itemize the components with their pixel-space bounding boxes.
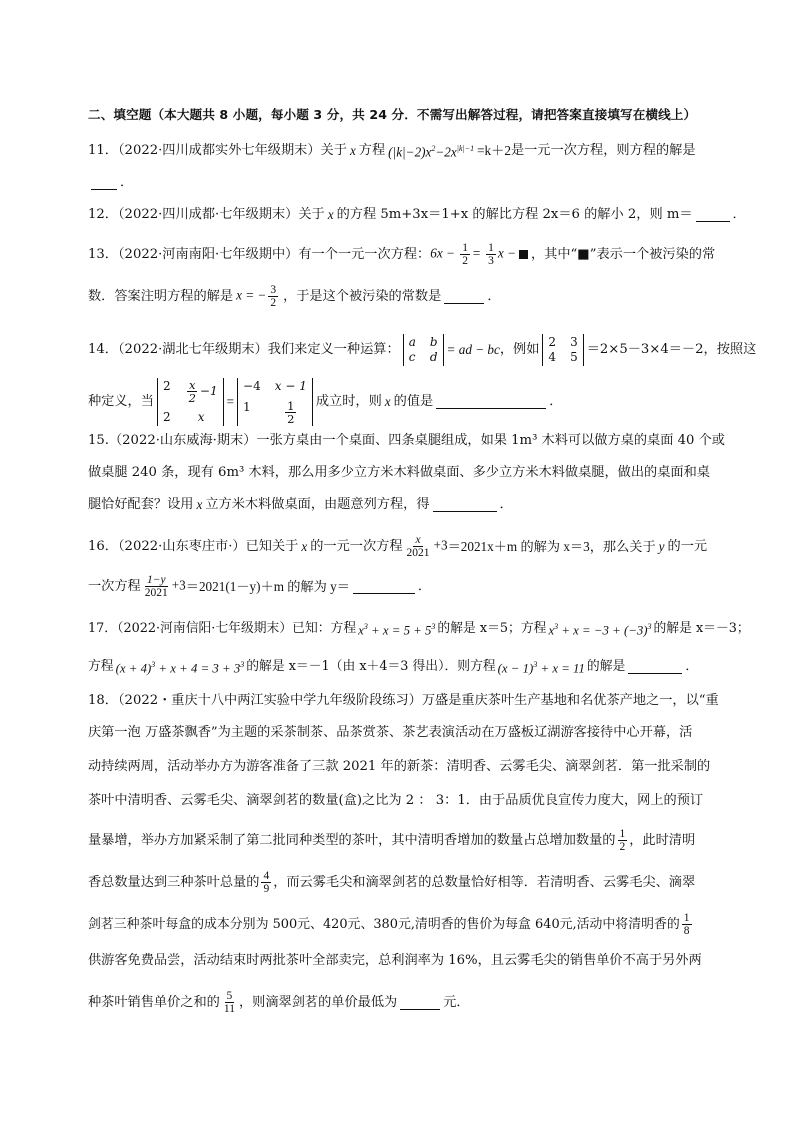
q17-line1c: 的解是 x＝－3； bbox=[653, 620, 750, 636]
question-16 bbox=[88, 534, 707, 559]
q18-l4: 茶叶中清明香、云雾毛尖、滴翠剑茗的数量(盒)之比为 2 ： 3：1．由于品质优良宣传力度大，网上的预订 bbox=[88, 793, 704, 808]
q17-line2 bbox=[88, 656, 698, 677]
q17-eq1: $x^3 + x = 5 + 5^3$ bbox=[358, 622, 436, 638]
q14-ex: ，例如 bbox=[499, 342, 540, 357]
q14-line2-text: 种定义，当 bbox=[88, 394, 154, 409]
var-x: x bbox=[196, 497, 203, 512]
q14-ex-val: ＝2×5－3×4＝－2，按照这 bbox=[586, 342, 757, 357]
q18-line8 bbox=[88, 952, 702, 970]
q12-stem: 的方程 5m+3x＝1+x 的解比方程 2x＝6 的解小 2，则 m＝ bbox=[336, 207, 693, 222]
q14-line2c: 的值是 bbox=[393, 394, 434, 409]
q18-line7 bbox=[88, 912, 694, 937]
q15-line2 bbox=[88, 464, 710, 482]
q16-equation-2: $\frac{1-y}{2021}$ +3 bbox=[144, 574, 186, 599]
q18-l5: 量暴增，举办方加紧采制了第二批同种类型的茶叶，其中清明香增加的数量占总增加数量的 bbox=[88, 832, 616, 848]
q16-line2b: ＝2021(1－y)＋m 的解为 y＝ bbox=[185, 578, 350, 594]
answer-blank-17[interactable] bbox=[628, 660, 682, 674]
q18-l9b: ，则滴翠剑茗的单价最低为 bbox=[238, 994, 398, 1010]
q16-mid2: ＝2021x＋m 的解为 x＝3，那么关于 bbox=[447, 538, 656, 554]
q16-mid: 的一元一次方程 bbox=[310, 538, 403, 554]
question-14 bbox=[88, 334, 756, 366]
fraction-1-8: $\frac{1}{8}$ bbox=[683, 912, 690, 937]
q16-line2 bbox=[88, 574, 431, 599]
q14-source: 14．（2022·湖北七年级期末）我们来定义一种运算： bbox=[88, 342, 400, 357]
answer-blank-18[interactable] bbox=[400, 996, 440, 1010]
q13-end: ． bbox=[487, 288, 501, 304]
q18-l3: 动持续两周，活动举办方为游客准备了三款 2021 年的新茶：清明香、云雾毛尖、滴翠剑茗．第一批采制的 bbox=[88, 759, 711, 774]
q18-l6b: ，而云雾毛尖和滴翠剑茗的总数量恰好相等．若清明香、云雾毛尖、滴翠 bbox=[273, 874, 696, 890]
q16-line2-text: 一次方程 bbox=[88, 578, 141, 594]
q17-line2b: 的解是 x＝－1（由 x＋4＝3 得出）．则方程 bbox=[246, 658, 496, 674]
answer-blank-14[interactable] bbox=[436, 395, 546, 409]
q13-solution: x = − $\frac{3}{2}$ bbox=[236, 284, 277, 309]
var-x: x bbox=[301, 538, 308, 554]
question-12 bbox=[88, 206, 746, 224]
q12-end: ． bbox=[732, 207, 746, 222]
answer-blank-16[interactable] bbox=[353, 580, 415, 594]
q11-equation: $(|k|-2)x^2-2x^{|k|-1}$ bbox=[388, 144, 475, 160]
q13-line2 bbox=[88, 284, 501, 309]
var-x: x bbox=[327, 207, 334, 222]
q14-line2b: 成立时，则 bbox=[315, 394, 382, 409]
q17-eq3: $(x + 4)^3 + x + 4 = 3 + 3^3$ bbox=[115, 660, 245, 676]
q16-source: 16．（2022·山东枣庄市·）已知关于 bbox=[88, 538, 299, 554]
q18-l6: 香总数量达到三种茶叶总量的 bbox=[88, 874, 260, 890]
section-title: 二、填空题（本大题共 8 小题，每小题 3 分，共 24 分．不需写出解答过程，请把答案直接填写在横线上） bbox=[88, 107, 697, 122]
q17-eq2: $x^3 + x = -3 + (-3)^3$ bbox=[548, 622, 652, 638]
q17-line2c: 的解是 bbox=[586, 658, 626, 674]
determinant-def: a b c d bbox=[403, 334, 444, 366]
q17-end: ． bbox=[685, 658, 699, 674]
q18-l9: 种茶叶销售单价之和的 bbox=[88, 994, 220, 1010]
q17-line1a: 17．（2022·河南信阳·七年级期末）已知：方程 bbox=[88, 620, 357, 636]
q17-line2a: 方程 bbox=[88, 658, 114, 674]
q11-rhs: =k＋2 bbox=[477, 142, 511, 158]
q13-line2b: ，于是这个被污染的常数是 bbox=[283, 288, 442, 304]
fraction-5-11: $\frac{5}{11}$ bbox=[223, 990, 235, 1015]
q11-source: 11．（2022·四川成都实外七年级期末）关于 bbox=[88, 142, 347, 158]
var-x: x bbox=[384, 394, 391, 409]
answer-blank-13[interactable] bbox=[444, 290, 484, 304]
determinant-right: −4 x − 1 1 $\frac{1}{2}$ bbox=[237, 378, 313, 426]
q18-l8: 供游客免费品尝，活动结束时两批茶叶全部卖完，总利润率为 16%，且云雾毛尖的销售单价不高于另外两 bbox=[88, 953, 702, 968]
q17-line1b: 的解是 x＝5；方程 bbox=[437, 620, 547, 636]
determinant-example: 2 3 4 5 bbox=[542, 334, 583, 366]
q11-tail: 是一元一次方程，则方程的解是 bbox=[510, 142, 696, 158]
q15-end: ． bbox=[499, 497, 513, 512]
answer-blank-11[interactable] bbox=[91, 176, 117, 190]
q13-equation: 6x − $\frac{1}{2}$ = $\frac{1}{3}$ x − bbox=[430, 242, 516, 267]
q18-line5 bbox=[88, 828, 695, 853]
q18-l7: 剑茗三种茶叶每盒的成本分别为 500元、420元、380元,清明香的售价为每盒 640元,活动中将清明香的 bbox=[88, 916, 680, 932]
q16-equation: $\frac{x}{2021}$ +3 bbox=[406, 534, 448, 559]
question-17 bbox=[88, 618, 750, 639]
question-18 bbox=[88, 692, 719, 710]
q13-line2-text: 数．答案注明方程的解是 bbox=[88, 288, 234, 304]
q15-line3 bbox=[88, 496, 513, 514]
q18-line6 bbox=[88, 870, 695, 895]
question-11 bbox=[88, 140, 696, 161]
fraction-1-2: $\frac{1}{2}$ bbox=[619, 828, 626, 853]
question-15 bbox=[88, 432, 725, 450]
q15-line2-text: 做桌腿 240 条，现有 6m³ 木料，那么用多少立方米木料做桌面、多少立方米木料做桌腿，做出的桌面和桌 bbox=[88, 465, 710, 480]
fraction-4-9: $\frac{4}{9}$ bbox=[263, 870, 270, 895]
q13-source: 13．（2022·河南南阳·七年级期中）有一个一元一次方程： bbox=[88, 246, 431, 262]
q11-answer-line bbox=[88, 174, 133, 192]
q18-line9 bbox=[88, 990, 470, 1015]
determinant-left: 2 $\frac{x}{2}$ −1 2 x bbox=[157, 378, 224, 426]
var-x: x bbox=[349, 142, 356, 158]
q14-end: ． bbox=[549, 394, 563, 409]
q11-end: ． bbox=[120, 175, 134, 190]
q16-end: ． bbox=[417, 578, 432, 594]
q17-eq4: $(x - 1)^3 + x = 11$ bbox=[497, 660, 585, 676]
q18-line3 bbox=[88, 758, 710, 776]
ink-blot-icon bbox=[519, 250, 528, 259]
q13-tail: ，其中“■”表示一个被污染的常 bbox=[530, 246, 716, 262]
q18-line4 bbox=[88, 792, 703, 810]
q18-line2 bbox=[88, 724, 692, 742]
answer-blank-12[interactable] bbox=[696, 208, 730, 222]
answer-blank-15[interactable] bbox=[433, 498, 497, 512]
q11-stem: 方程 bbox=[358, 142, 386, 158]
q15-line3-text: 腿恰好配套？设用 bbox=[88, 497, 194, 512]
q12-source: 12．（2022·四川成都·七年级期末）关于 bbox=[88, 207, 325, 222]
q16-mid3: 的一元 bbox=[667, 538, 708, 554]
q18-l5b: ，此时清明 bbox=[629, 832, 696, 848]
q18-end: 元． bbox=[443, 994, 470, 1010]
q18-l2: 庆第一泡 万盛茶飘香”为主题的采茶制茶、品茶赏茶、茶艺表演活动在万盛板辽湖游客接待中心开幕，活 bbox=[88, 725, 693, 740]
equals-sign: = bbox=[226, 394, 235, 409]
q18-l1: 18．（2022・重庆十八中两江实验中学九年级阶段练习）万盛是重庆茶叶生产基地和名优茶产地之一，以“重 bbox=[88, 693, 719, 708]
q15-line1: 15.（2022·山东威海·期末）一张方桌由一个桌面、四条桌腿组成，如果 1m³ 木料可以做方桌的桌面 40 个或 bbox=[88, 433, 725, 448]
q14-line2 bbox=[88, 378, 562, 426]
var-y: y bbox=[658, 538, 665, 554]
det-formula: = ad − bc bbox=[446, 342, 500, 357]
q15-line3b: 立方米木料做桌面，由题意列方程，得 bbox=[205, 497, 430, 512]
question-13 bbox=[88, 242, 715, 267]
